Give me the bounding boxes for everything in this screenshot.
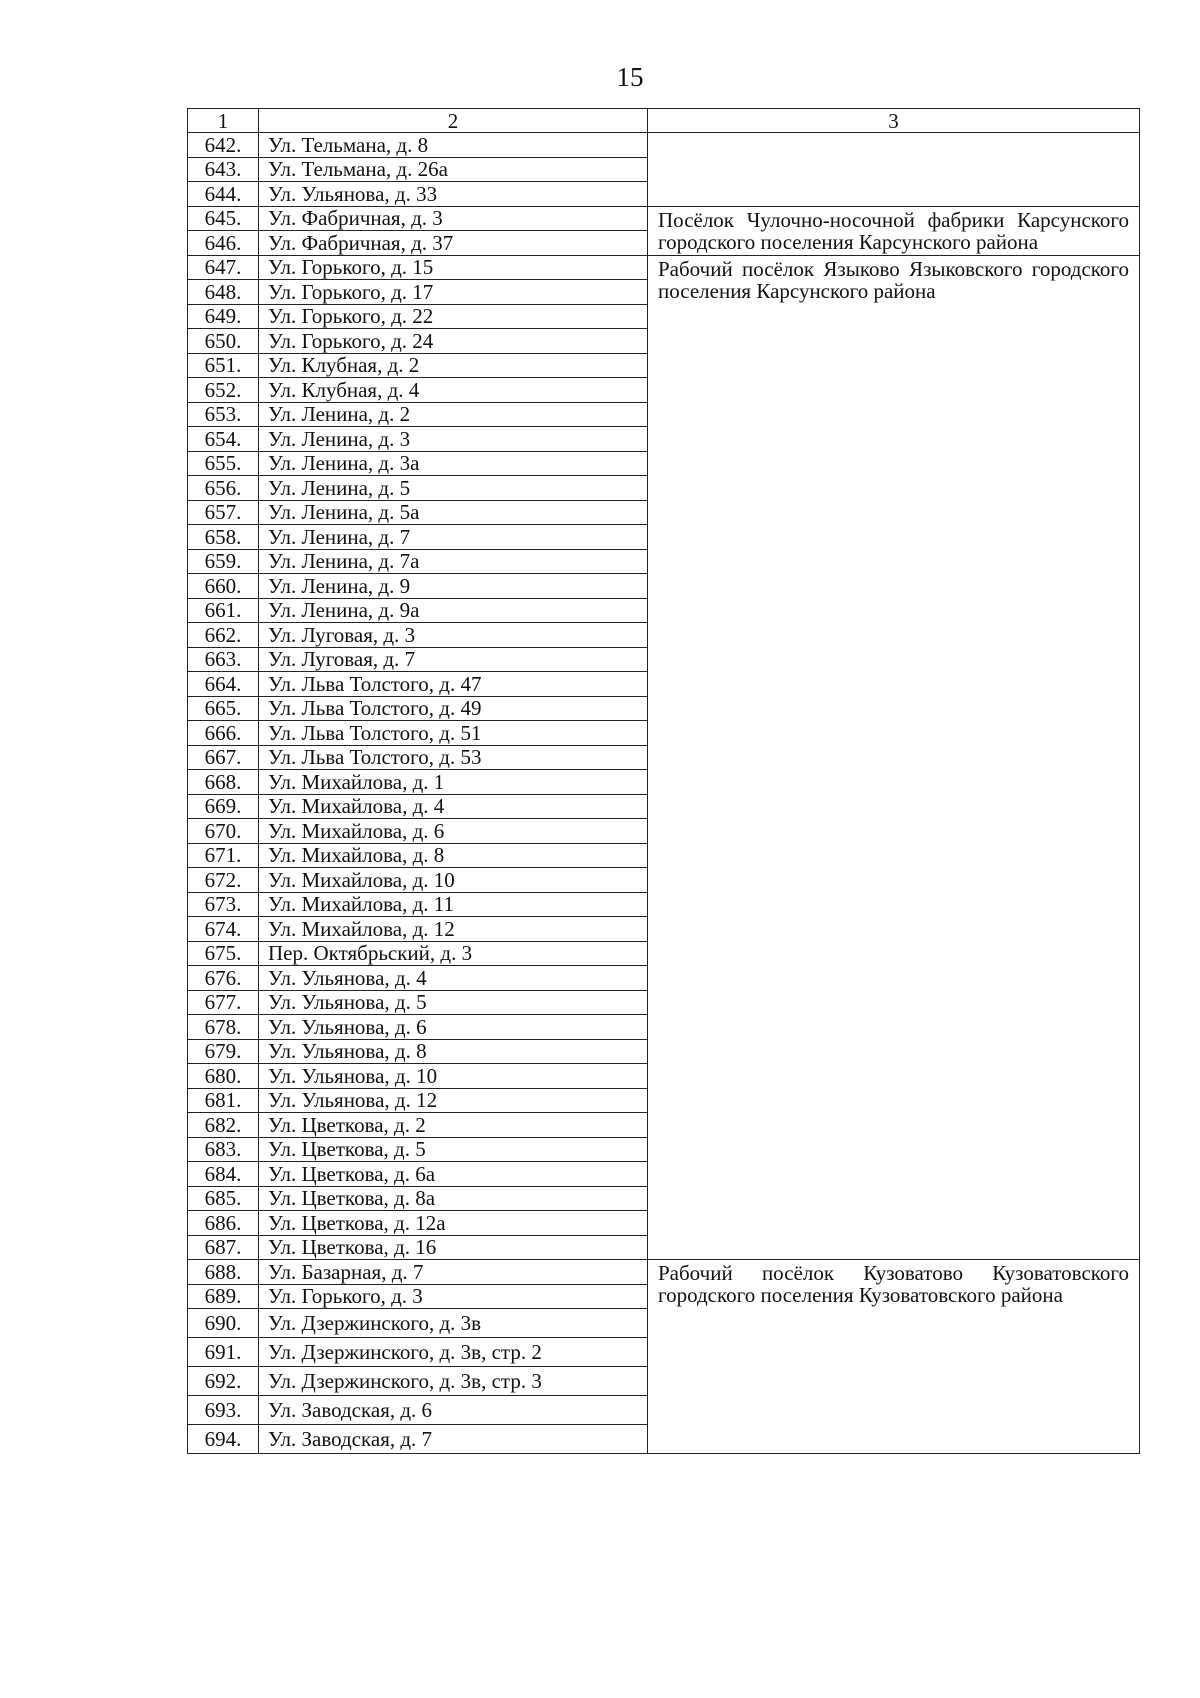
row-number: 689. (188, 1284, 259, 1309)
row-number: 642. (188, 133, 259, 158)
row-number: 649. (188, 304, 259, 329)
row-address: Ул. Льва Толстого, д. 49 (259, 696, 648, 721)
row-address: Ул. Ленина, д. 3 (259, 427, 648, 452)
row-number: 660. (188, 574, 259, 599)
row-address: Ул. Заводская, д. 6 (259, 1396, 648, 1425)
row-address: Ул. Михайлова, д. 6 (259, 819, 648, 844)
header-col-3: 3 (648, 109, 1140, 133)
row-number: 682. (188, 1113, 259, 1138)
row-address: Ул. Ульянова, д. 8 (259, 1039, 648, 1064)
row-address: Ул. Ленина, д. 7 (259, 525, 648, 550)
table-row (188, 206, 1140, 231)
row-number: 652. (188, 378, 259, 403)
row-address: Ул. Дзержинского, д. 3в, стр. 2 (259, 1338, 648, 1367)
row-number: 661. (188, 598, 259, 623)
row-address: Ул. Цветкова, д. 8а (259, 1186, 648, 1211)
row-address: Ул. Льва Толстого, д. 53 (259, 745, 648, 770)
row-address: Ул. Ленина, д. 2 (259, 402, 648, 427)
table-header (188, 109, 1140, 133)
row-address: Ул. Льва Толстого, д. 47 (259, 672, 648, 697)
row-number: 674. (188, 917, 259, 942)
row-address: Ул. Ленина, д. 3а (259, 451, 648, 476)
row-number: 676. (188, 966, 259, 991)
row-number: 679. (188, 1039, 259, 1064)
row-number: 651. (188, 353, 259, 378)
row-number: 692. (188, 1367, 259, 1396)
row-address: Ул. Тельмана, д. 26а (259, 157, 648, 182)
row-address: Ул. Цветкова, д. 2 (259, 1113, 648, 1138)
row-number: 664. (188, 672, 259, 697)
row-address: Ул. Михайлова, д. 4 (259, 794, 648, 819)
row-address: Ул. Горького, д. 24 (259, 329, 648, 354)
row-number: 662. (188, 623, 259, 648)
row-number: 655. (188, 451, 259, 476)
row-number: 669. (188, 794, 259, 819)
row-number: 659. (188, 549, 259, 574)
row-address: Ул. Фабричная, д. 37 (259, 231, 648, 256)
row-number: 658. (188, 525, 259, 550)
row-address: Ул. Ленина, д. 5 (259, 476, 648, 501)
row-number: 680. (188, 1064, 259, 1089)
row-number: 656. (188, 476, 259, 501)
table-row (188, 1260, 1140, 1285)
row-number: 647. (188, 255, 259, 280)
row-address: Ул. Горького, д. 17 (259, 280, 648, 305)
row-address: Ул. Цветкова, д. 16 (259, 1235, 648, 1260)
row-number: 690. (188, 1309, 259, 1338)
document-table-wrapper (187, 108, 1139, 1454)
row-address: Ул. Горького, д. 3 (259, 1284, 648, 1309)
row-number: 686. (188, 1211, 259, 1236)
row-address: Ул. Базарная, д. 7 (259, 1260, 648, 1285)
locality-cell: Посёлок Чулочно-носочной фабрики Карсунского городского поселения Карсунского района (648, 206, 1140, 255)
row-number: 653. (188, 402, 259, 427)
row-address: Ул. Луговая, д. 3 (259, 623, 648, 648)
row-address: Ул. Ленина, д. 9 (259, 574, 648, 599)
row-address: Ул. Цветкова, д. 6а (259, 1162, 648, 1187)
row-number: 648. (188, 280, 259, 305)
row-number: 675. (188, 941, 259, 966)
row-number: 665. (188, 696, 259, 721)
row-number: 667. (188, 745, 259, 770)
row-address: Ул. Горького, д. 22 (259, 304, 648, 329)
row-address: Ул. Ульянова, д. 10 (259, 1064, 648, 1089)
row-number: 683. (188, 1137, 259, 1162)
row-address: Ул. Тельмана, д. 8 (259, 133, 648, 158)
row-number: 694. (188, 1425, 259, 1454)
row-number: 688. (188, 1260, 259, 1285)
locality-cell: Рабочий посёлок Кузоватово Кузоватовского городского поселения Кузоватовского района (648, 1260, 1140, 1454)
table-row (188, 255, 1140, 280)
row-address: Ул. Ульянова, д. 12 (259, 1088, 648, 1113)
locality-cell-empty (648, 133, 1140, 207)
row-number: 643. (188, 157, 259, 182)
row-address: Ул. Фабричная, д. 3 (259, 206, 648, 231)
table-body (188, 133, 1140, 1454)
row-address: Ул. Ленина, д. 5а (259, 500, 648, 525)
row-address: Ул. Михайлова, д. 12 (259, 917, 648, 942)
row-number: 677. (188, 990, 259, 1015)
row-address: Ул. Ульянова, д. 4 (259, 966, 648, 991)
table-row (188, 133, 1140, 158)
row-number: 678. (188, 1015, 259, 1040)
row-address: Ул. Ленина, д. 9а (259, 598, 648, 623)
row-address: Ул. Горького, д. 15 (259, 255, 648, 280)
locality-cell: Рабочий посёлок Языково Языковского городского поселения Карсунского района (648, 255, 1140, 1260)
row-address: Ул. Михайлова, д. 8 (259, 843, 648, 868)
row-number: 657. (188, 500, 259, 525)
row-address: Ул. Клубная, д. 2 (259, 353, 648, 378)
row-address: Ул. Цветкова, д. 12а (259, 1211, 648, 1236)
row-address: Ул. Ульянова, д. 6 (259, 1015, 648, 1040)
header-col-1: 1 (188, 109, 259, 133)
row-number: 687. (188, 1235, 259, 1260)
row-number: 666. (188, 721, 259, 746)
row-number: 668. (188, 770, 259, 795)
row-address: Ул. Михайлова, д. 10 (259, 868, 648, 893)
page-number: 15 (616, 62, 644, 92)
row-number: 673. (188, 892, 259, 917)
row-address: Ул. Ленина, д. 7а (259, 549, 648, 574)
row-number: 693. (188, 1396, 259, 1425)
row-number: 681. (188, 1088, 259, 1113)
row-number: 670. (188, 819, 259, 844)
row-number: 684. (188, 1162, 259, 1187)
row-address: Ул. Ульянова, д. 33 (259, 182, 648, 207)
row-number: 650. (188, 329, 259, 354)
row-address: Ул. Клубная, д. 4 (259, 378, 648, 403)
row-number: 685. (188, 1186, 259, 1211)
row-number: 663. (188, 647, 259, 672)
row-address: Ул. Цветкова, д. 5 (259, 1137, 648, 1162)
row-number: 671. (188, 843, 259, 868)
row-number: 644. (188, 182, 259, 207)
row-number: 672. (188, 868, 259, 893)
row-address: Ул. Дзержинского, д. 3в (259, 1309, 648, 1338)
row-address: Ул. Заводская, д. 7 (259, 1425, 648, 1454)
row-address: Пер. Октябрьский, д. 3 (259, 941, 648, 966)
row-address: Ул. Ульянова, д. 5 (259, 990, 648, 1015)
row-address: Ул. Дзержинского, д. 3в, стр. 3 (259, 1367, 648, 1396)
row-address: Ул. Михайлова, д. 11 (259, 892, 648, 917)
header-row (188, 109, 1140, 133)
address-table (187, 108, 1140, 1454)
header-col-2: 2 (259, 109, 648, 133)
row-number: 691. (188, 1338, 259, 1367)
row-address: Ул. Михайлова, д. 1 (259, 770, 648, 795)
row-number: 654. (188, 427, 259, 452)
row-number: 646. (188, 231, 259, 256)
row-number: 645. (188, 206, 259, 231)
row-address: Ул. Льва Толстого, д. 51 (259, 721, 648, 746)
row-address: Ул. Луговая, д. 7 (259, 647, 648, 672)
